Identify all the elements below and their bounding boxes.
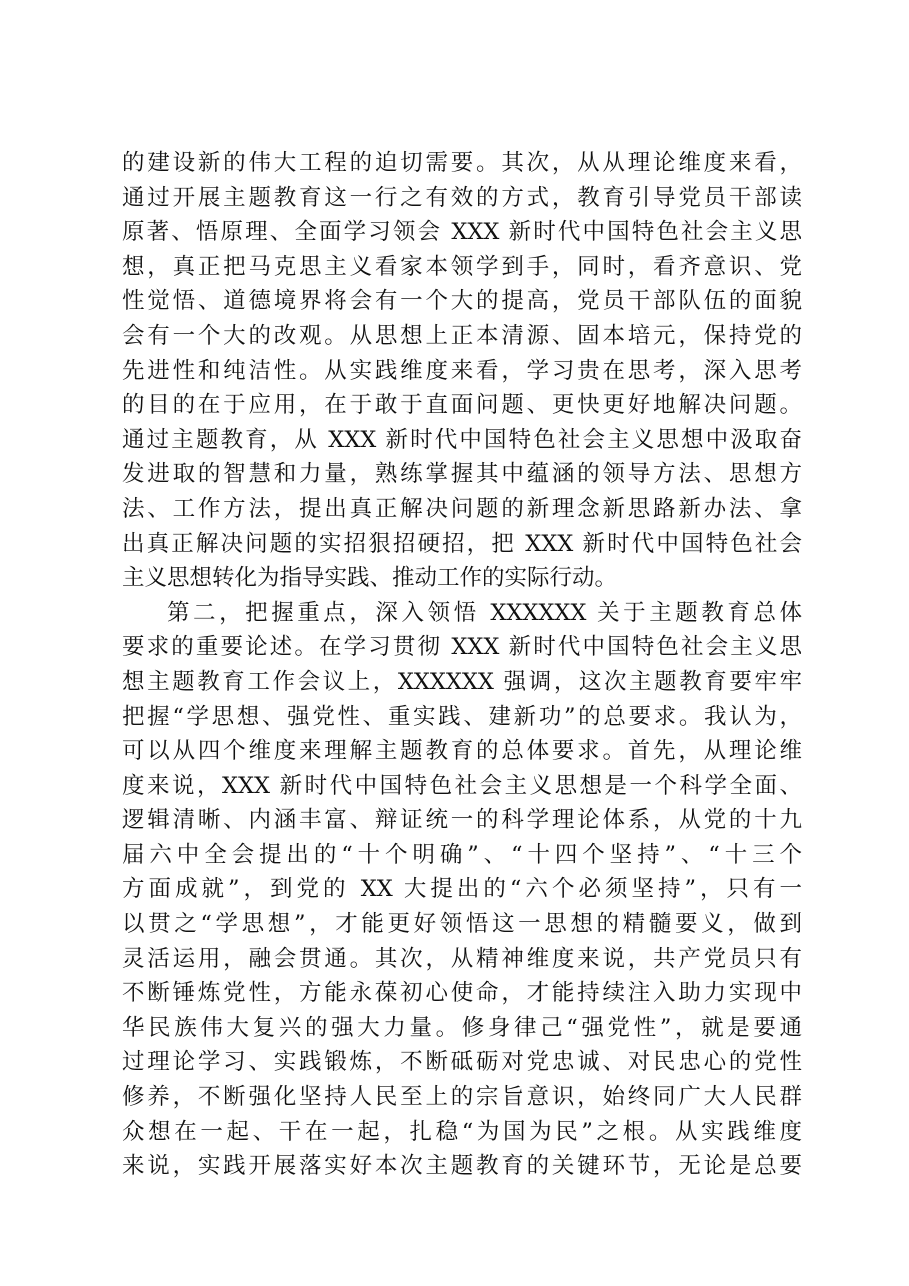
text-line: 可以从四个维度来理解主题教育的总体要求。首先，从理论维 [122,738,802,765]
text-line: 过理论学习、实践锻炼，不断砥砺对党忠诚、对民忠心的党性 [122,1049,802,1076]
text-line: 要求的重要论述。在学习贯彻 XXX 新时代中国特色社会主义思 [122,634,802,661]
text-line: 想主题教育工作会议上，XXXXXX 强调，这次主题教育要牢牢 [122,668,802,695]
text-line: 众想在一起、干在一起，扎稳“为国为民”之根。从实践维度 [122,1118,802,1145]
text-line: 的目的在于应用，在于敢于直面问题、更快更好地解决问题。 [122,392,802,419]
paragraph-1 [122,146,802,596]
text-line: 度来说，XXX 新时代中国特色社会主义思想是一个科学全面、 [122,772,802,799]
text-line: 以贯之“学思想”，才能更好领悟这一思想的精髓要义，做到 [122,911,802,938]
text-line: 逻辑清晰、内涵丰富、辩证统一的科学理论体系，从党的十九 [122,807,802,834]
text-line: 先进性和纯洁性。从实践维度来看，学习贵在思考，深入思考 [122,357,802,384]
document-body [122,146,802,1184]
text-line: 法、工作方法，提出真正解决问题的新理念新思路新办法、拿 [122,495,802,522]
text-line: 灵活运用，融会贯通。其次，从精神维度来说，共产党员只有 [122,945,802,972]
text-line: 想，真正把马克思主义看家本领学到手，同时，看齐意识、党 [122,253,802,280]
text-line: 修养，不断强化坚持人民至上的宗旨意识，始终同广大人民群 [122,1084,802,1111]
text-line: 主义思想转化为指导实践、推动工作的实际行动。 [122,565,618,592]
text-line: 把握“学思想、强党性、重实践、建新功”的总要求。我认为， [122,703,802,730]
text-line: 不断锤炼党性，方能永葆初心使命，才能持续注入助力实现中 [122,980,802,1007]
text-line: 届六中全会提出的“十个明确”、“十四个坚持”、“十三个 [122,841,802,868]
text-line: 第二，把握重点，深入领悟 XXXXXX 关于主题教育总体 [167,599,802,626]
text-line: 性觉悟、道德境界将会有一个大的提高，党员干部队伍的面貌 [122,288,802,315]
text-line: 原著、悟原理、全面学习领会 XXX 新时代中国特色社会主义思 [122,219,802,246]
text-line: 出真正解决问题的实招狠招硬招，把 XXX 新时代中国特色社会 [122,530,802,557]
text-line: 通过主题教育，从 XXX 新时代中国特色社会主义思想中汲取奋 [122,426,802,453]
text-line: 发进取的智慧和力量，熟练掌握其中蕴涵的领导方法、思想方 [122,461,802,488]
text-line: 方面成就”，到党的 XX 大提出的“六个必须坚持”，只有一 [122,876,802,903]
text-line: 通过开展主题教育这一行之有效的方式，教育引导党员干部读 [122,184,802,211]
text-line: 会有一个大的改观。从思想上正本清源、固本培元，保持党的 [122,322,802,349]
text-line: 华民族伟大复兴的强大力量。修身律己“强党性”，就是要通 [122,1014,802,1041]
paragraph-2 [122,596,802,1184]
text-line: 来说，实践开展落实好本次主题教育的关键环节，无论是总要 [122,1153,802,1180]
text-line: 的建设新的伟大工程的迫切需要。其次，从从理论维度来看， [122,150,802,176]
